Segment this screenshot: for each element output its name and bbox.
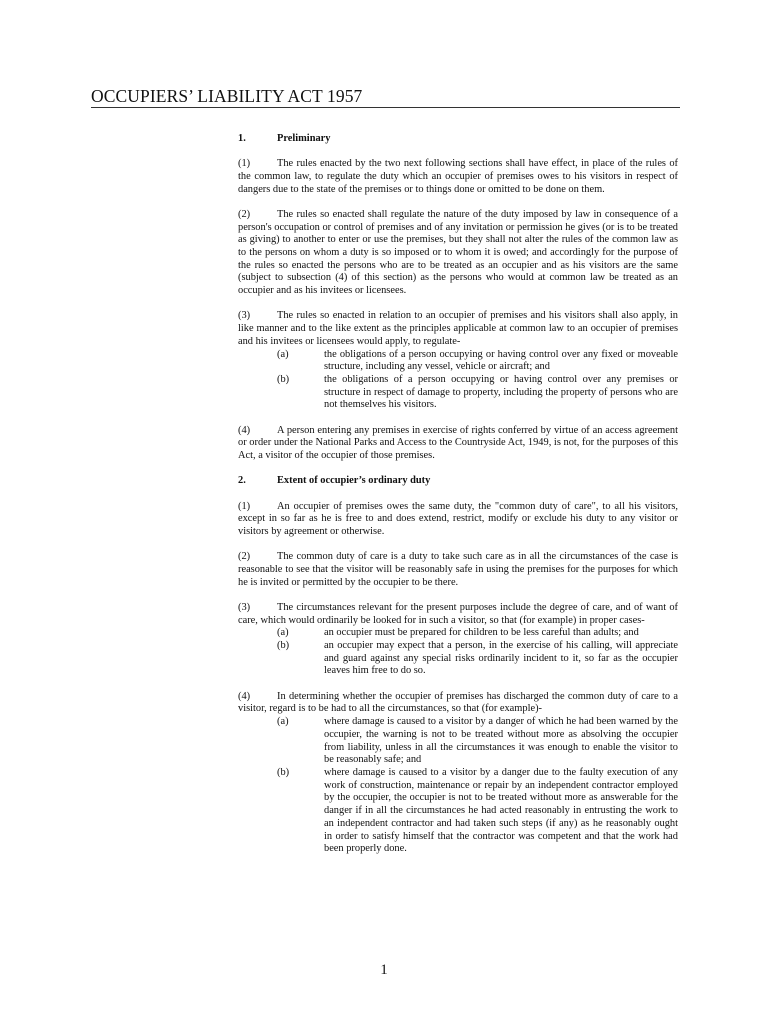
list-item <box>238 640 678 678</box>
paragraph-text: The common duty of care is a duty to take such care as in all the circumstances of the case is reasonable to see that the visitor will be reasonably safe in using the premises for the purposes for which he is invited or permitted by the occupier to be there. <box>238 551 678 588</box>
item-text: the obligations of a person occupying or having control over any fixed or moveable structure, including any vessel, vehicle or aircraft; and <box>324 348 678 373</box>
page-number: 1 <box>380 962 388 978</box>
section-heading <box>238 133 678 146</box>
paragraph <box>238 691 678 716</box>
paragraph <box>238 501 678 539</box>
paragraph-number: (4) <box>238 690 251 702</box>
section-heading <box>238 475 678 488</box>
list-item <box>238 349 678 374</box>
item-text: an occupier must be prepared for children to be less careful than adults; and <box>324 627 639 639</box>
item-marker: (b) <box>277 640 290 652</box>
paragraph-text: The rules so enacted shall regulate the nature of the duty imposed by law in consequence of a person's occupation or control of premises and of any invitation or permission he gives (or is to be treated as giving) to another to enter or use the premises, but they shall not alter the rules of the common law as to the persons on whom a duty is so imposed or to whom it is owed; and accordingly for the purpose of the rules so enacted the persons who are to be treated as an occupier and as his visitors are the same (subject to subsection (4) of this section) as the persons who would at common law be treated as an occupier and as his invitees or licensees. <box>238 208 678 297</box>
paragraph-number: (4) <box>238 424 251 436</box>
list-item <box>238 627 678 640</box>
item-text: the obligations of a person occupying or having control over any premises or structure in respect of damage to property, including the property of persons who are not themselves his visitors. <box>324 373 678 411</box>
paragraph-number: (1) <box>238 158 251 170</box>
paragraph-number: (2) <box>238 551 251 563</box>
section-1 <box>238 133 678 463</box>
paragraph-text: A person entering any premises in exercise of rights conferred by virtue of an access agreement or order under the National Parks and Access to the Countryside Act, 1949, is not, for the purposes of this Act, a visitor of the occupier of those premises. <box>238 424 678 462</box>
paragraph <box>238 310 678 348</box>
paragraph <box>238 602 678 627</box>
item-marker: (a) <box>277 348 289 360</box>
item-list <box>238 716 678 856</box>
section-number: 2. <box>238 475 246 487</box>
paragraph <box>238 209 678 298</box>
item-text: where damage is caused to a visitor by a danger due to the faulty execution of any work of construction, maintenance or repair by an independent contractor employed by the occupier, the occupier is not to be treated without more as answerable for the danger if in all the circumstances he had acted reasonably in entrusting the work to an independent contractor and had taken such steps (if any) as he reasonably ought in order to satisfy himself that the contractor was competent and that the work had been properly done. <box>324 766 678 855</box>
paragraph <box>238 425 678 463</box>
paragraph-text: An occupier of premises owes the same duty, the "common duty of care", to all his visitors, except in so far as he is free to and does extend, restrict, modify or exclude his duty to any visitor or visitors by agreement or otherwise. <box>238 500 678 537</box>
item-list <box>238 349 678 413</box>
paragraph-number: (1) <box>238 500 251 512</box>
list-item <box>238 767 678 856</box>
paragraph-number: (3) <box>238 310 251 322</box>
item-text: an occupier may expect that a person, in the exercise of his calling, will appreciate and guard against any special risks ordinarily incident to it, so far as the occupier leaves him free to do so. <box>324 640 678 677</box>
paragraph-number: (3) <box>238 601 251 613</box>
section-number: 1. <box>238 133 246 144</box>
item-marker: (a) <box>277 716 289 728</box>
paragraph <box>238 158 678 196</box>
item-list <box>238 627 678 678</box>
paragraph-text: In determining whether the occupier of premises has discharged the common duty of care to a visitor, regard is to be had to all the circumstances, so that (for example)- <box>238 690 678 715</box>
item-marker: (a) <box>277 627 289 639</box>
paragraph <box>238 551 678 589</box>
paragraph-text: The circumstances relevant for the present purposes include the degree of care, and of want of care, which would ordinarily be looked for in such a visitor, so that (for example) in proper cases- <box>238 601 678 626</box>
list-item <box>238 374 678 412</box>
section-title: Preliminary <box>277 133 331 144</box>
item-marker: (b) <box>277 766 290 778</box>
item-marker: (b) <box>277 373 290 385</box>
section-title: Extent of occupier’s ordinary duty <box>277 475 431 487</box>
paragraph-text: The rules so enacted in relation to an occupier of premises and his visitors shall also apply, in like manner and to the like extent as the principles applicable at common law to an occupier of premises and his invitees or licensees would apply, to regulate- <box>238 310 678 347</box>
section-2 <box>238 475 678 856</box>
page-title: OCCUPIERS’ LIABILITY ACT 1957 <box>91 86 680 108</box>
document-body <box>238 133 678 869</box>
list-item <box>238 716 678 767</box>
paragraph-text: The rules enacted by the two next following sections shall have effect, in place of the rules of the common law, to regulate the duty which an occupier of premises owes to his visitors in respect of dangers due to the state of the premises or to things done or omitted to be done on them. <box>238 158 678 195</box>
paragraph-number: (2) <box>238 208 251 220</box>
item-text: where damage is caused to a visitor by a danger of which he had been warned by the occupier, the warning is not to be treated without more as absolving the occupier from liability, unless in all the circumstances it was enough to enable the visitor to be reasonably safe; and <box>324 716 678 766</box>
